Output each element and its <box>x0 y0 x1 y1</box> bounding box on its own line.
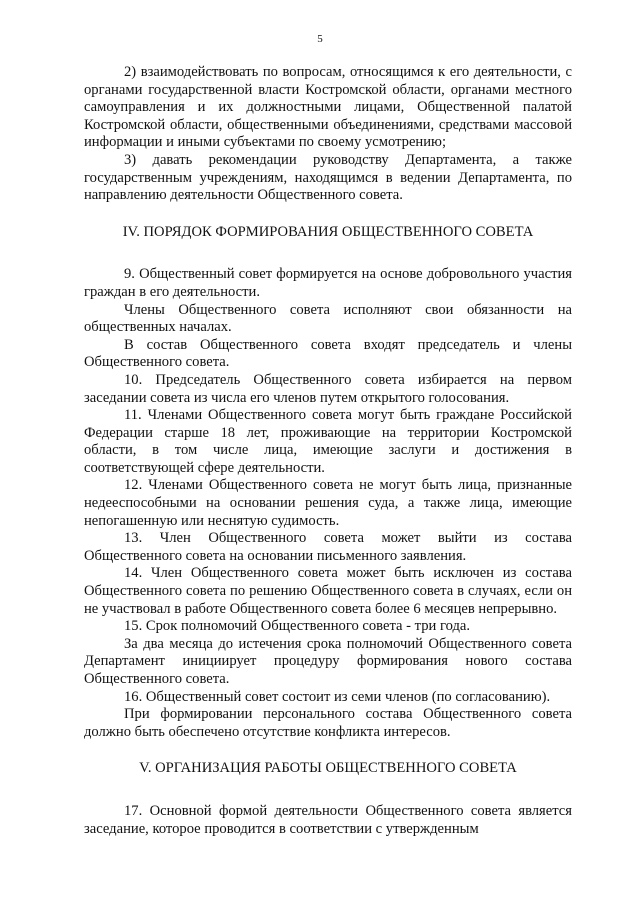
paragraph: 16. Общественный совет состоит из семи членов (по согласованию). <box>124 688 551 705</box>
paragraph: 11. Членами Общественного совета могут быть граждане Российской Федерации старше 18 лет, проживающие на территории Костромской области, в том числе лица, имеющие заслуги и достижения в соответствующей сфере деятельности. <box>84 407 572 476</box>
paragraph: 10. Председатель Общественного совета избирается на первом заседании совета из числа его членов путем открытого голосования. <box>84 371 572 406</box>
paragraph: В состав Общественного совета входят председатель и члены Общественного совета. <box>84 336 572 371</box>
paragraph: За два месяца до истечения срока полномочий Общественного совета Департамент инициирует процедуру формирования нового состава Общественного совета. <box>84 635 572 687</box>
paragraph: 3) давать рекомендации руководству Департамента, а также государственным учреждениям, находящимся в ведении Департамента, по направлению деятельности Общественного совета. <box>84 151 572 204</box>
paragraph: При формировании персонального состава Общественного совета должно быть обеспечено отсутствие конфликта интересов. <box>84 706 572 740</box>
paragraph: 15. Срок полномочий Общественного совета - три года. <box>124 618 471 635</box>
paragraph: 2) взаимодействовать по вопросам, относящимся к его деятельности, с органами государственной власти Костромской области, органами местного самоуправления и их должностными лицами, Общественной палатой Костромской области, общественными объединениями, средствами массовой информации и иными субъектами по своему усмотрению; <box>84 64 572 151</box>
section-heading: IV. ПОРЯДОК ФОРМИРОВАНИЯ ОБЩЕСТВЕННОГО СОВЕТА <box>122 223 534 240</box>
section-heading: V. ОРГАНИЗАЦИЯ РАБОТЫ ОБЩЕСТВЕННОГО СОВЕТА <box>139 760 517 777</box>
document-body <box>84 64 572 838</box>
paragraph: Члены Общественного совета исполняют свои обязанности на общественных началах. <box>84 301 572 336</box>
paragraph: 13. Член Общественного совета может выйти из состава Общественного совета на основании письменного заявления. <box>84 530 572 564</box>
paragraph: 14. Член Общественного совета может быть исключен из состава Общественного совета по решению Общественного совета в случаях, если он не участвовал в работе Общественного совета более 6 месяцев непрерывно. <box>84 565 572 617</box>
paragraph: 9. Общественный совет формируется на основе добровольного участия граждан в его деятельности. <box>84 266 572 300</box>
page-number: 5 <box>317 33 323 45</box>
paragraph: 12. Членами Общественного совета не могут быть лица, признанные недееспособными на основании решения суда, а также лица, имеющие непогашенную или неснятую судимость. <box>84 477 572 529</box>
paragraph: 17. Основной формой деятельности Общественного совета является заседание, которое проводится в соответствии с утвержденным <box>84 802 572 837</box>
